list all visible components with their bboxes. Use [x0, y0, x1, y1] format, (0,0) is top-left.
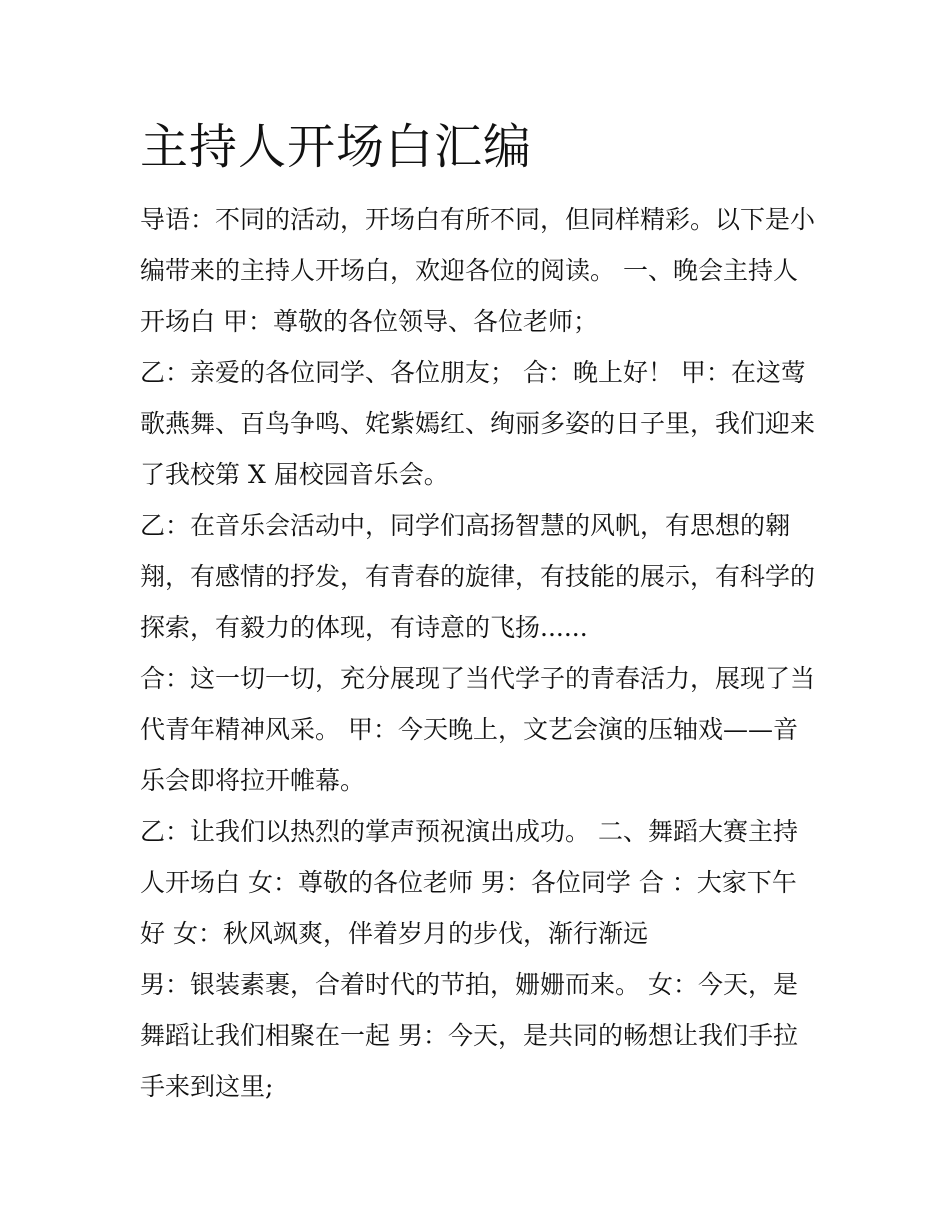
- body-line-13: 乙：让我们以热烈的掌声预祝演出成功。 二、舞蹈大赛主持: [140, 817, 798, 846]
- body-line-5: 歌燕舞、百鸟争鸣、姹紫嫣红、绚丽多姿的日子里，我们迎来: [140, 409, 816, 438]
- body-line-14: 人开场白 女：尊敬的各位老师 男：各位同学 合 ：大家下午: [140, 868, 797, 897]
- body-line-8: 翔，有感情的抒发，有青春的旋律，有技能的展示，有科学的: [140, 562, 816, 591]
- document-title: 主持人开场白汇编: [140, 119, 533, 175]
- body-line-15: 好 女：秋风飒爽，伴着岁月的步伐，渐行渐远: [140, 919, 648, 948]
- body-line-16: 男：银装素裹，合着时代的节拍，姗姗而来。 女：今天，是: [140, 970, 798, 999]
- body-line-12: 乐会即将拉开帷幕。: [140, 766, 366, 795]
- body-line-9: 探索，有毅力的体现，有诗意的飞扬......: [140, 613, 588, 642]
- body-line-6: 了我校第 X 届校园音乐会。: [140, 460, 449, 489]
- body-line-10: 合：这一切一切，充分展现了当代学子的青春活力，展现了当: [140, 664, 816, 693]
- body-line-18: 手来到这里;: [140, 1072, 274, 1101]
- body-line-2: 编带来的主持人开场白，欢迎各位的阅读。 一、晚会主持人: [140, 256, 798, 285]
- body-line-17: 舞蹈让我们相聚在一起 男：今天，是共同的畅想让我们手拉: [140, 1021, 798, 1050]
- body-line-1: 导语：不同的活动，开场白有所不同，但同样精彩。以下是小: [140, 205, 816, 234]
- body-line-7: 乙：在音乐会活动中，同学们高扬智慧的风帆，有思想的翱: [140, 511, 791, 540]
- body-line-4: 乙：亲爱的各位同学、各位朋友； 合：晚上好！ 甲：在这莺: [140, 358, 806, 387]
- document-body: [140, 194, 830, 1112]
- body-line-3: 开场白 甲：尊敬的各位领导、各位老师；: [140, 307, 598, 336]
- body-line-11: 代青年精神风采。 甲：今天晚上，文艺会演的压轴戏——音: [140, 715, 798, 744]
